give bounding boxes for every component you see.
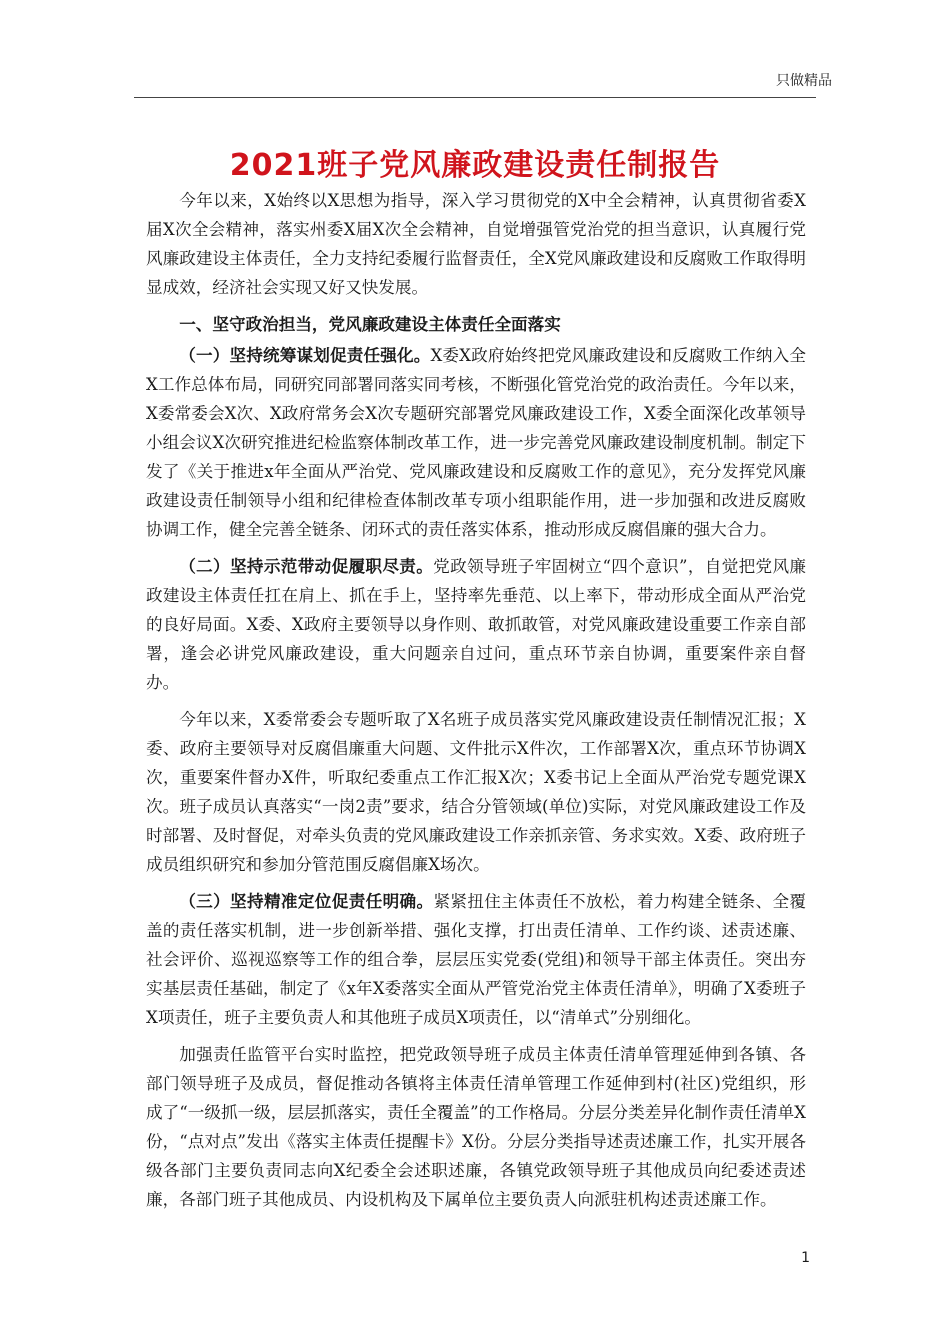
paragraph-2-body: 党政领导班子牢固树立“四个意识”，自觉把党风廉政建设主体责任扛在肩上、抓在手上，坚持率先垂范、以上率下，带动形成全面从严治党的良好局面。X委、X政府主要领导以身作则、敢抓敢管，对党风廉政建设重要工作亲自部署，逢会必讲党风廉政建设，重大问题亲自过问，重点环节亲自协调，重要案件亲自督办。	[146, 557, 807, 692]
paragraph-4-lead: （三）坚持精准定位促责任明确。	[179, 892, 434, 911]
header-note: 只做精品	[776, 73, 832, 89]
paragraph-4	[146, 887, 806, 1032]
paragraph-1-lead: （一）坚持统筹谋划促责任强化。	[179, 346, 431, 365]
header-divider	[134, 97, 816, 98]
paragraph-1-body: X委X政府始终把党风廉政建设和反腐败工作纳入全X工作总体布局，同研究同部署同落实同考核，不断强化管党治党的政治责任。今年以来，X委常委会X次、X政府常务会X次专题研究部署党风廉政建设工作，X委全面深化改革领导小组会议X次研究推进纪检监察体制改革工作，进一步完善党风廉政建设制度机制。制定下发了《关于推进x年全面从严治党、党风廉政建设和反腐败工作的意见》，充分发挥党风廉政建设责任制领导小组和纪律检查体制改革专项小组职能作用，进一步加强和改进反腐败协调工作，健全完善全链条、闭环式的责任落实体系，推动形成反腐倡廉的强大合力。	[146, 346, 806, 539]
paragraph-1	[146, 341, 806, 544]
page-number: 1	[801, 1250, 810, 1266]
paragraph-2-lead: （二）坚持示范带动促履职尽责。	[179, 557, 434, 576]
section-heading: 一、坚守政治担当，党风廉政建设主体责任全面落实	[179, 315, 561, 334]
paragraph-3: 今年以来，X委常委会专题听取了X名班子成员落实党风廉政建设责任制情况汇报；X委、政府主要领导对反腐倡廉重大问题、文件批示X件次，工作部署X次，重点环节协调X次，重要案件督办X件，听取纪委重点工作汇报X次；X委书记上全面从严治党专题党课X次。班子成员认真落实“一岗2责”要求，结合分管领域(单位)实际，对党风廉政建设工作及时部署、及时督促，对牵头负责的党风廉政建设工作亲抓亲管、务求实效。X委、政府班子成员组织研究和参加分管范围反腐倡廉X场次。	[146, 710, 806, 874]
document-title: 2021班子党风廉政建设责任制报告	[229, 148, 721, 183]
intro-paragraph: 今年以来，X始终以X思想为指导，深入学习贯彻党的X中全会精神，认真贯彻省委X届X次全会精神，落实州委X届X次全会精神，自觉增强管党治党的担当意识，认真履行党风廉政建设主体责任，全力支持纪委履行监督责任，全X党风廉政建设和反腐败工作取得明显成效，经济社会实现又好又快发展。	[146, 191, 806, 297]
paragraph-5: 加强责任监管平台实时监控，把党政领导班子成员主体责任清单管理延伸到各镇、各部门领导班子及成员，督促推动各镇将主体责任清单管理工作延伸到村(社区)党组织，形成了“一级抓一级，层层抓落实，责任全覆盖”的工作格局。分层分类差异化制作责任清单X份，“点对点”发出《落实主体责任提醒卡》X份。分层分类指导述责述廉工作，扎实开展各级各部门主要负责同志向X纪委全会述职述廉，各镇党政领导班子其他成员向纪委述责述廉，各部门班子其他成员、内设机构及下属单位主要负责人向派驻机构述责述廉工作。	[146, 1045, 806, 1209]
paragraph-4-body: 紧紧扭住主体责任不放松，着力构建全链条、全覆盖的责任落实机制，进一步创新举措、强化支撑，打出责任清单、工作约谈、述责述廉、社会评价、巡视巡察等工作的组合拳，层层压实党委(党组)和领导干部主体责任。突出夯实基层责任基础，制定了《x年X委落实全面从严管党治党主体责任清单》，明确了X委班子X项责任，班子主要负责人和其他班子成员X项责任，以“清单式”分别细化。	[146, 892, 807, 1027]
document-body	[146, 186, 806, 1222]
paragraph-2	[146, 552, 806, 697]
